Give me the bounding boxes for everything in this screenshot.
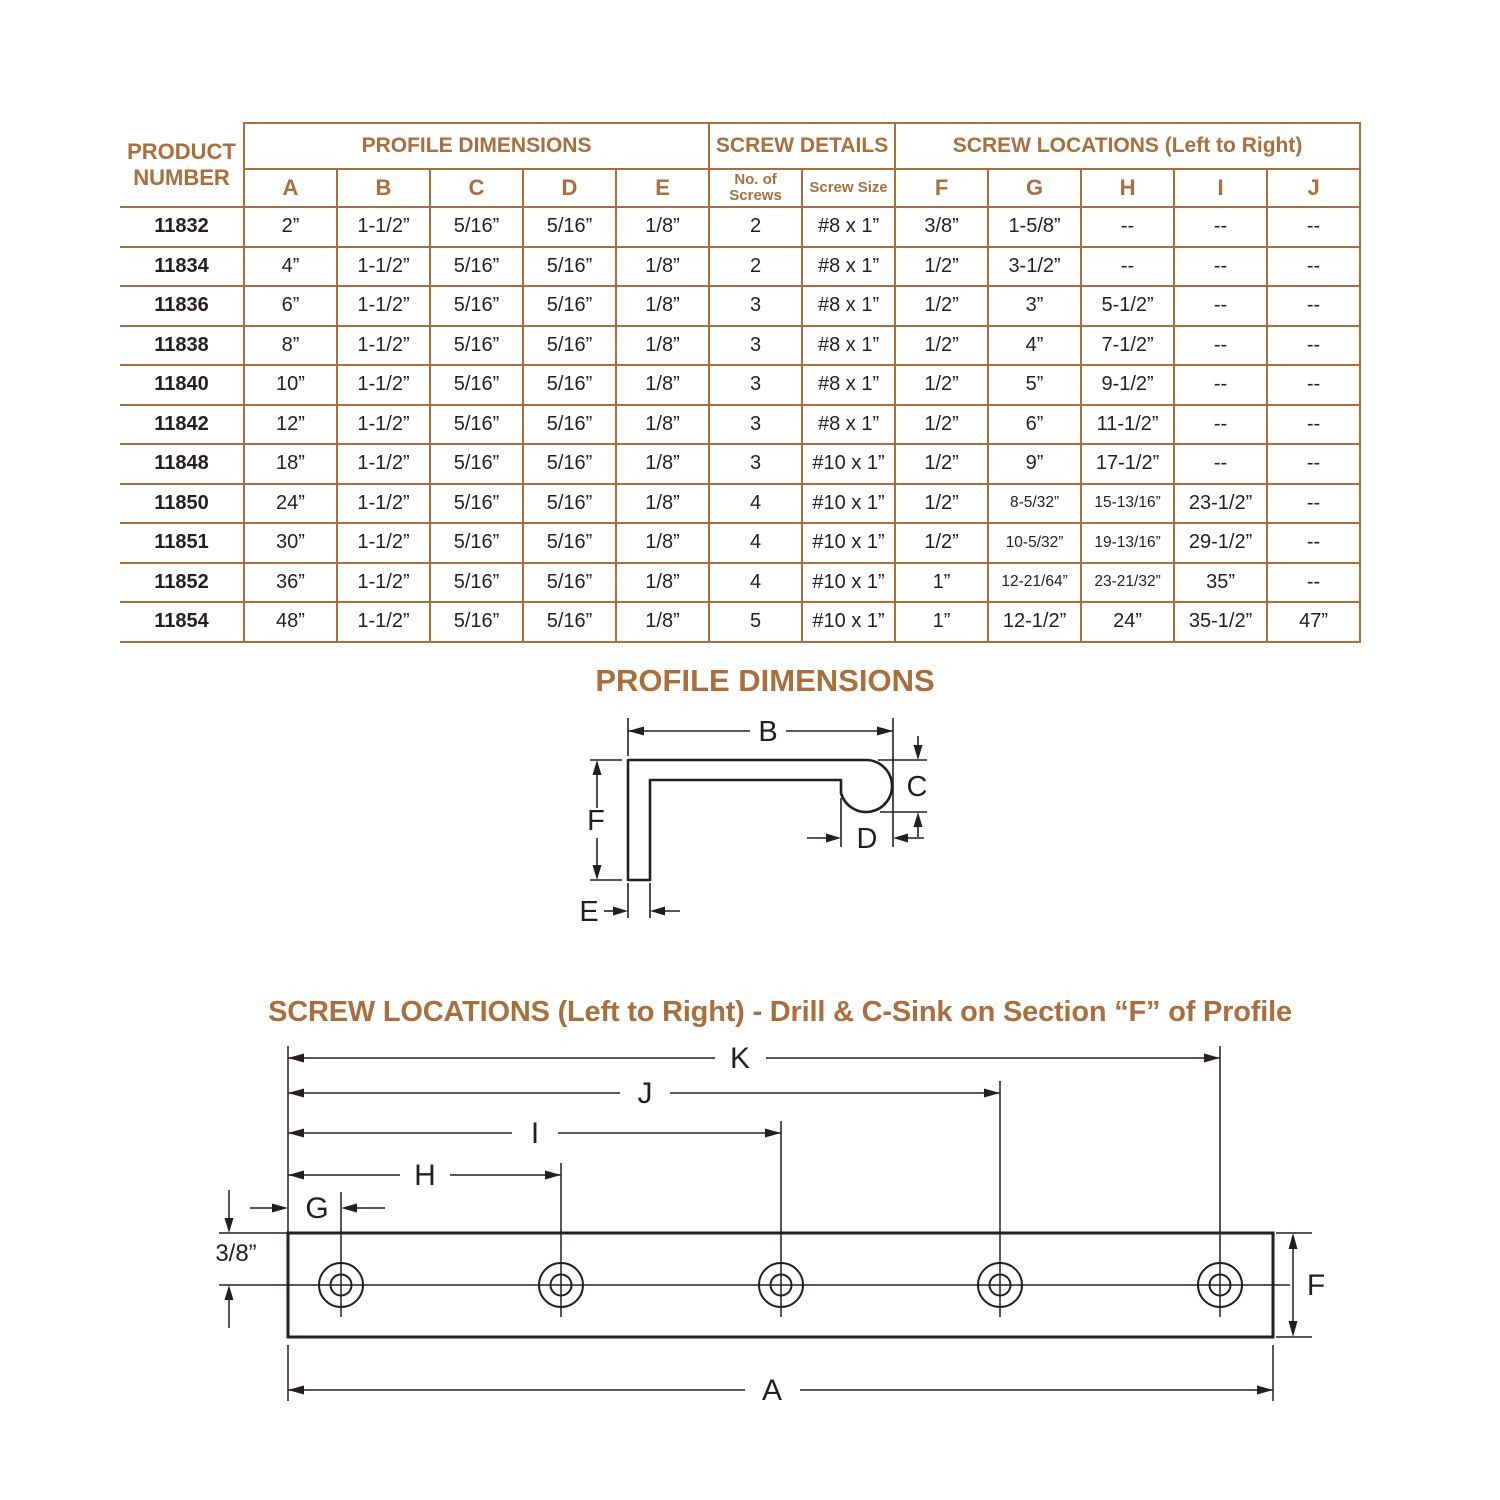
value-cell: -- xyxy=(1267,326,1360,366)
value-cell: 12” xyxy=(244,405,337,445)
value-cell: 2 xyxy=(709,247,802,287)
value-cell: 3 xyxy=(709,365,802,405)
dim-label-g: G xyxy=(305,1192,329,1225)
value-cell: 5/16” xyxy=(430,326,523,366)
value-cell: 9” xyxy=(988,444,1081,484)
value-cell: 5/16” xyxy=(430,365,523,405)
value-cell: -- xyxy=(1267,405,1360,445)
value-cell: 5/16” xyxy=(430,523,523,563)
value-cell: -- xyxy=(1267,444,1360,484)
value-cell: -- xyxy=(1174,326,1267,366)
value-cell: 23-1/2” xyxy=(1174,484,1267,524)
value-cell: 30” xyxy=(244,523,337,563)
table-row xyxy=(120,405,1360,445)
value-cell: 1/8” xyxy=(616,602,709,642)
product-number-cell: 11850 xyxy=(120,484,244,524)
value-cell: 1-1/2” xyxy=(337,444,430,484)
dim-label-h: H xyxy=(414,1159,436,1192)
value-cell: 24” xyxy=(1081,602,1174,642)
value-cell: 3 xyxy=(709,286,802,326)
value-cell: 5/16” xyxy=(523,207,616,247)
value-cell: 5/16” xyxy=(430,444,523,484)
screw-dimension-arrows xyxy=(225,1054,1298,1395)
value-cell: 36” xyxy=(244,563,337,603)
profile-dimensions-diagram xyxy=(560,710,1140,940)
value-cell: 1-1/2” xyxy=(337,523,430,563)
value-cell: 1/2” xyxy=(895,365,988,405)
value-cell: -- xyxy=(1267,247,1360,287)
value-cell: -- xyxy=(1081,247,1174,287)
value-cell: 1/8” xyxy=(616,405,709,445)
value-cell: #8 x 1” xyxy=(802,247,895,287)
value-cell: 5/16” xyxy=(430,405,523,445)
product-header-line1: PRODUCT xyxy=(127,139,236,165)
value-cell: #8 x 1” xyxy=(802,405,895,445)
value-cell: 23-21/32” xyxy=(1081,563,1174,603)
value-cell: 3 xyxy=(709,326,802,366)
value-cell: 18” xyxy=(244,444,337,484)
value-cell: 1/2” xyxy=(895,444,988,484)
value-cell: 1/8” xyxy=(616,563,709,603)
column-header-d: D xyxy=(523,169,616,207)
offset-label: 3/8” xyxy=(215,1240,257,1267)
dim-label-i: I xyxy=(530,1117,540,1150)
value-cell: 4” xyxy=(244,247,337,287)
value-cell: 5/16” xyxy=(430,247,523,287)
value-cell: #10 x 1” xyxy=(802,484,895,524)
value-cell: 1/2” xyxy=(895,326,988,366)
table-row xyxy=(120,444,1360,484)
product-header-line2: NUMBER xyxy=(133,164,230,190)
product-number-cell: 11842 xyxy=(120,405,244,445)
value-cell: 5/16” xyxy=(523,286,616,326)
table-row xyxy=(120,602,1360,642)
dim-label-b: B xyxy=(758,716,778,748)
value-cell: #8 x 1” xyxy=(802,326,895,366)
value-cell: -- xyxy=(1267,365,1360,405)
value-cell: #10 x 1” xyxy=(802,444,895,484)
dim-label-a: A xyxy=(761,1374,783,1407)
value-cell: 4 xyxy=(709,484,802,524)
value-cell: 1-1/2” xyxy=(337,405,430,445)
column-header-h: H xyxy=(1081,169,1174,207)
screw-details-group-header: SCREW DETAILS xyxy=(709,123,895,169)
value-cell: #8 x 1” xyxy=(802,207,895,247)
value-cell: 1/8” xyxy=(616,523,709,563)
value-cell: #10 x 1” xyxy=(802,523,895,563)
value-cell: #8 x 1” xyxy=(802,286,895,326)
value-cell: 5/16” xyxy=(523,247,616,287)
spec-table xyxy=(120,122,1361,643)
column-header-row xyxy=(120,169,1360,207)
screw-dimension-labels xyxy=(215,1042,1325,1407)
value-cell: 47” xyxy=(1267,602,1360,642)
column-header-a: A xyxy=(244,169,337,207)
value-cell: 1-1/2” xyxy=(337,207,430,247)
value-cell: 5/16” xyxy=(523,563,616,603)
table-row xyxy=(120,326,1360,366)
value-cell: 11-1/2” xyxy=(1081,405,1174,445)
column-header-no-of-screws: No. of Screws xyxy=(709,169,802,207)
value-cell: 48” xyxy=(244,602,337,642)
table-row xyxy=(120,523,1360,563)
value-cell: -- xyxy=(1174,207,1267,247)
screw-locations-diagram xyxy=(180,1040,1350,1410)
value-cell: 29-1/2” xyxy=(1174,523,1267,563)
table-row xyxy=(120,484,1360,524)
value-cell: #8 x 1” xyxy=(802,365,895,405)
profile-dimension-arrows xyxy=(593,727,923,916)
product-number-cell: 11836 xyxy=(120,286,244,326)
value-cell: 19-13/16” xyxy=(1081,523,1174,563)
column-header-j: J xyxy=(1267,169,1360,207)
value-cell: 3 xyxy=(709,444,802,484)
column-header-g: G xyxy=(988,169,1081,207)
value-cell: -- xyxy=(1267,484,1360,524)
value-cell: 1-1/2” xyxy=(337,286,430,326)
value-cell: 5” xyxy=(988,365,1081,405)
product-number-cell: 11840 xyxy=(120,365,244,405)
dim-label-c: C xyxy=(906,771,928,803)
product-number-cell: 11834 xyxy=(120,247,244,287)
value-cell: 1-1/2” xyxy=(337,563,430,603)
value-cell: 8” xyxy=(244,326,337,366)
value-cell: -- xyxy=(1267,563,1360,603)
value-cell: -- xyxy=(1081,207,1174,247)
column-header-e: E xyxy=(616,169,709,207)
value-cell: 12-21/64” xyxy=(988,563,1081,603)
dim-label-f2: F xyxy=(1306,1269,1326,1302)
table-row xyxy=(120,365,1360,405)
dim-label-e: E xyxy=(579,896,599,928)
value-cell: 5/16” xyxy=(430,207,523,247)
value-cell: 1/2” xyxy=(895,523,988,563)
profile-dimension-lines xyxy=(590,718,927,918)
value-cell: 5/16” xyxy=(430,286,523,326)
value-cell: 1/8” xyxy=(616,365,709,405)
value-cell: 5/16” xyxy=(523,405,616,445)
value-cell: 1/2” xyxy=(895,484,988,524)
value-cell: 1-5/8” xyxy=(988,207,1081,247)
product-number-cell: 11851 xyxy=(120,523,244,563)
value-cell: 1-1/2” xyxy=(337,484,430,524)
column-header-screw-size: Screw Size xyxy=(802,169,895,207)
value-cell: 5/16” xyxy=(523,444,616,484)
value-cell: 3-1/2” xyxy=(988,247,1081,287)
value-cell: -- xyxy=(1174,247,1267,287)
value-cell: -- xyxy=(1267,207,1360,247)
value-cell: 4 xyxy=(709,563,802,603)
value-cell: 4” xyxy=(988,326,1081,366)
profile-dimension-labels xyxy=(579,716,927,928)
profile-diagram-title: PROFILE DIMENSIONS xyxy=(595,663,935,698)
value-cell: 12-1/2” xyxy=(988,602,1081,642)
value-cell: 5/16” xyxy=(523,326,616,366)
value-cell: 1” xyxy=(895,563,988,603)
value-cell: 1” xyxy=(895,602,988,642)
value-cell: 3 xyxy=(709,405,802,445)
dim-label-j: J xyxy=(637,1077,653,1110)
value-cell: 6” xyxy=(988,405,1081,445)
value-cell: 1/8” xyxy=(616,444,709,484)
screw-locations-group-header: SCREW LOCATIONS (Left to Right) xyxy=(895,123,1360,169)
value-cell: 10” xyxy=(244,365,337,405)
dim-label-d: D xyxy=(856,823,878,855)
value-cell: 5/16” xyxy=(523,602,616,642)
value-cell: 1/8” xyxy=(616,286,709,326)
value-cell: 3” xyxy=(988,286,1081,326)
dim-label-k: K xyxy=(729,1042,751,1075)
value-cell: 5/16” xyxy=(430,484,523,524)
value-cell: 4 xyxy=(709,523,802,563)
dim-label-f: F xyxy=(587,805,605,837)
value-cell: 35” xyxy=(1174,563,1267,603)
value-cell: 1/2” xyxy=(895,247,988,287)
column-header-b: B xyxy=(337,169,430,207)
product-number-cell: 11854 xyxy=(120,602,244,642)
screw-dimension-lines xyxy=(219,1046,1312,1401)
column-header-i: I xyxy=(1174,169,1267,207)
value-cell: 10-5/32” xyxy=(988,523,1081,563)
table-row xyxy=(120,286,1360,326)
value-cell: 2” xyxy=(244,207,337,247)
value-cell: #10 x 1” xyxy=(802,602,895,642)
table-row xyxy=(120,207,1360,247)
value-cell: 24” xyxy=(244,484,337,524)
value-cell: 6” xyxy=(244,286,337,326)
product-number-cell: 11832 xyxy=(120,207,244,247)
value-cell: 5/16” xyxy=(523,523,616,563)
value-cell: 15-13/16” xyxy=(1081,484,1174,524)
table-row xyxy=(120,563,1360,603)
value-cell: 7-1/2” xyxy=(1081,326,1174,366)
column-header-c: C xyxy=(430,169,523,207)
value-cell: 1/8” xyxy=(616,484,709,524)
product-number-cell: 11852 xyxy=(120,563,244,603)
value-cell: 5 xyxy=(709,602,802,642)
value-cell: 5/16” xyxy=(523,484,616,524)
value-cell: 5/16” xyxy=(523,365,616,405)
product-number-cell: 11838 xyxy=(120,326,244,366)
value-cell: 1/8” xyxy=(616,207,709,247)
value-cell: 1-1/2” xyxy=(337,247,430,287)
profile-outline xyxy=(628,760,892,880)
value-cell: -- xyxy=(1174,365,1267,405)
value-cell: -- xyxy=(1174,444,1267,484)
value-cell: 1-1/2” xyxy=(337,365,430,405)
value-cell: #10 x 1” xyxy=(802,563,895,603)
screw-locations-title: SCREW LOCATIONS (Left to Right) - Drill & C-Sink on Section “F” of Profile xyxy=(268,996,1292,1028)
value-cell: 8-5/32” xyxy=(988,484,1081,524)
value-cell: 2 xyxy=(709,207,802,247)
value-cell: 1/8” xyxy=(616,326,709,366)
value-cell: 1/8” xyxy=(616,247,709,287)
value-cell: -- xyxy=(1174,405,1267,445)
value-cell: 9-1/2” xyxy=(1081,365,1174,405)
value-cell: 5-1/2” xyxy=(1081,286,1174,326)
value-cell: 35-1/2” xyxy=(1174,602,1267,642)
value-cell: 1-1/2” xyxy=(337,326,430,366)
value-cell: 5/16” xyxy=(430,563,523,603)
group-header-row xyxy=(120,123,1360,169)
value-cell: 3/8” xyxy=(895,207,988,247)
profile-dimensions-group-header: PROFILE DIMENSIONS xyxy=(244,123,709,169)
value-cell: 1/2” xyxy=(895,286,988,326)
product-number-cell: 11848 xyxy=(120,444,244,484)
value-cell: 1-1/2” xyxy=(337,602,430,642)
value-cell: 5/16” xyxy=(430,602,523,642)
value-cell: -- xyxy=(1267,523,1360,563)
value-cell: 1/2” xyxy=(895,405,988,445)
value-cell: -- xyxy=(1267,286,1360,326)
value-cell: 17-1/2” xyxy=(1081,444,1174,484)
value-cell: -- xyxy=(1174,286,1267,326)
product-number-header xyxy=(120,123,244,207)
column-header-f: F xyxy=(895,169,988,207)
table-row xyxy=(120,247,1360,287)
